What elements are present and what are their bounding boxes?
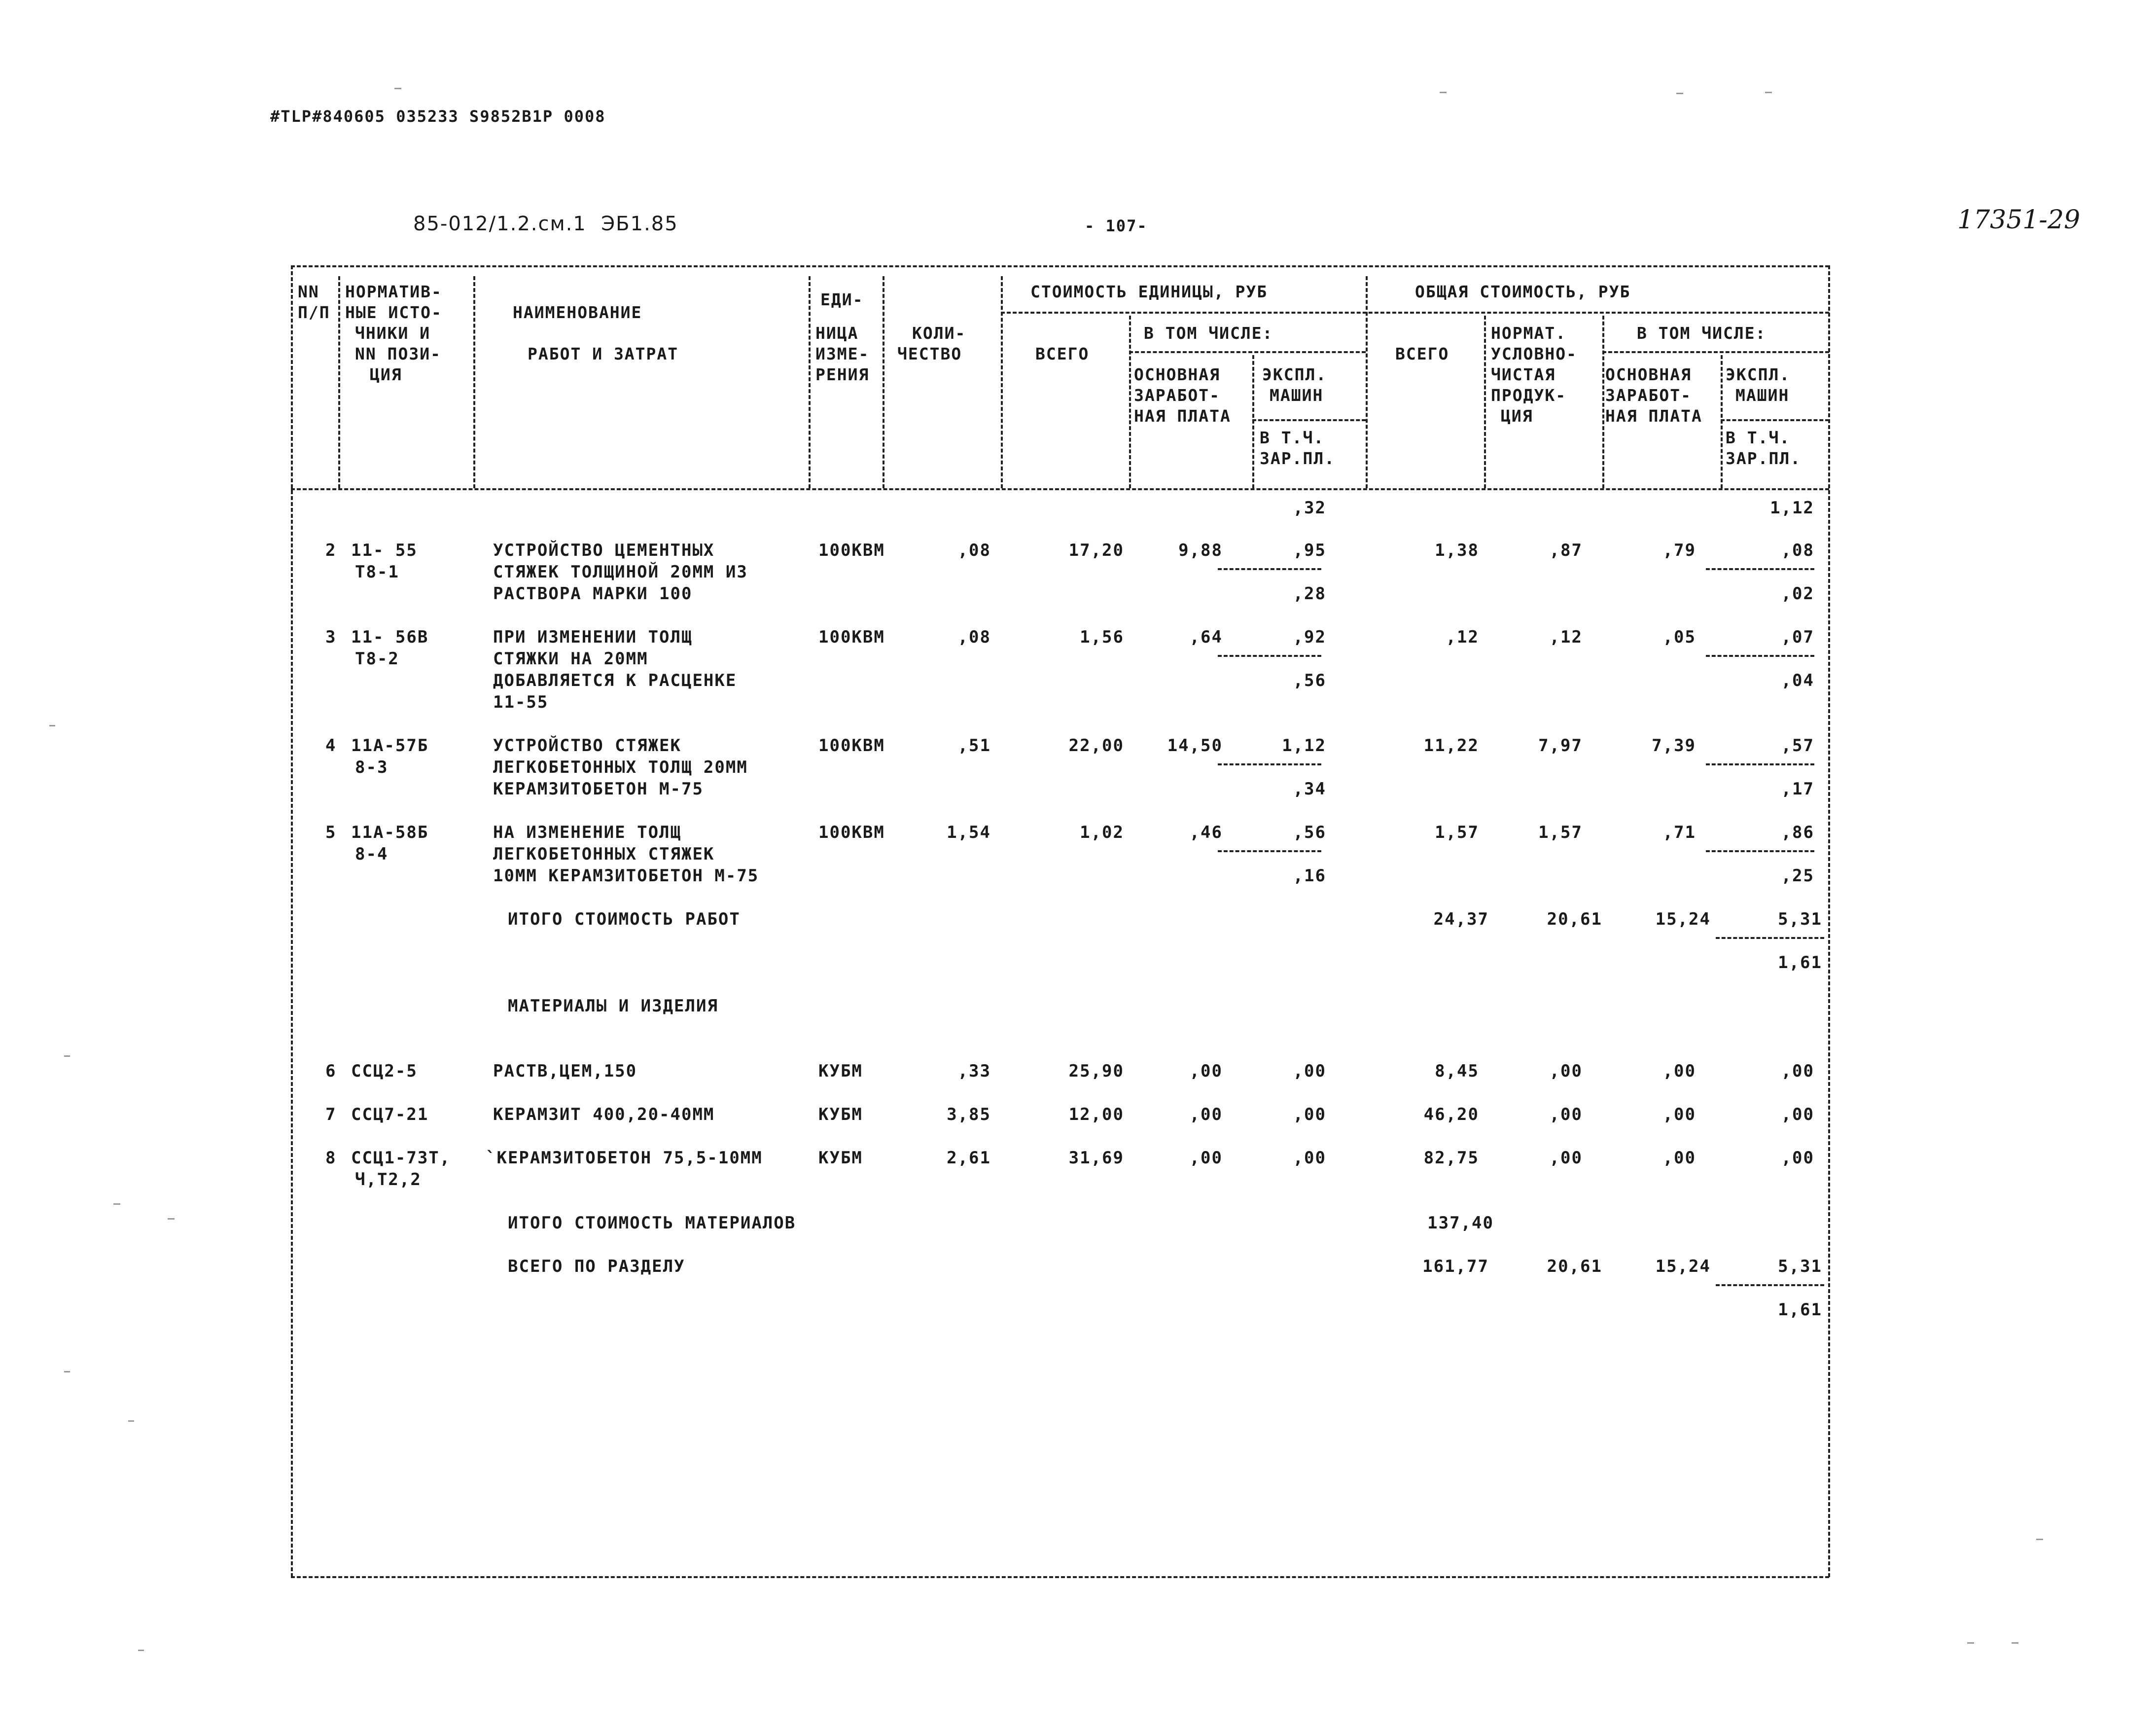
document-code: #TLP#840605 035233 S9852B1P 0008	[270, 107, 606, 126]
header-qty: КОЛИ-	[912, 324, 966, 343]
header-pp: П/П	[298, 303, 330, 322]
row-unit-basic-wage: ,46	[1189, 823, 1223, 842]
section-total-net-product: 20,61	[1547, 1257, 1602, 1276]
materials-total-all: 137,40	[1427, 1213, 1494, 1233]
row-unit: 100КВМ	[818, 736, 885, 756]
row-total-machines: ,08	[1781, 541, 1814, 560]
row-name: ПРИ ИЗМЕНЕНИИ ТОЛЩ	[493, 627, 693, 647]
row-total-machines-wage: ,04	[1781, 671, 1814, 690]
row-code: 11- 56В	[351, 627, 429, 647]
header-unit-cost: СТОИМОСТЬ ЕДИНИЦЫ, РУБ	[1030, 282, 1268, 301]
row-name: СТЯЖКИ НА 20ММ	[493, 649, 648, 669]
header-normativ: ЧНИКИ И	[355, 324, 431, 343]
row-unit-basic-wage: ,00	[1189, 1148, 1223, 1168]
row-unit-all: 17,20	[1068, 541, 1124, 560]
section-total-machines-wage: 1,61	[1778, 1300, 1822, 1320]
row-total-all: 1,38	[1435, 541, 1479, 560]
row-total-basic-wage: ,05	[1662, 627, 1696, 647]
row-net-product: ,12	[1549, 627, 1583, 647]
row-qty: 2,61	[947, 1148, 991, 1168]
row-total-machines: ,00	[1781, 1061, 1814, 1081]
header-unit-machines: В Т.Ч.	[1260, 428, 1325, 447]
row-total-machines: ,00	[1781, 1148, 1814, 1168]
row-unit: КУБМ	[818, 1148, 863, 1168]
row-code: 11А-58Б	[351, 823, 429, 842]
row-qty: ,51	[957, 736, 991, 756]
header-normativ: NN ПОЗИ-	[355, 344, 441, 363]
section-total-machines: 5,31	[1778, 1257, 1822, 1276]
carry-machines-unit: ,32	[1293, 498, 1326, 518]
row-qty: ,33	[957, 1061, 991, 1081]
header-net-product: УСЛОВНО-	[1491, 344, 1577, 363]
works-total-net-product: 20,61	[1547, 909, 1602, 929]
header-unit-basic-wage: ОСНОВНАЯ	[1134, 365, 1220, 384]
header-unit: ЕДИ-	[820, 290, 864, 309]
row-code: ССЦ7-21	[351, 1105, 429, 1124]
header-normativ: НОРМАТИВ-	[345, 282, 442, 301]
row-code: 8-4	[355, 844, 389, 864]
header-unit-machines: ЗАР.ПЛ.	[1260, 449, 1336, 468]
row-total-basic-wage: ,00	[1662, 1061, 1696, 1081]
header-normativ: ЦИЯ	[370, 365, 402, 384]
row-total-basic-wage: ,00	[1662, 1105, 1696, 1124]
row-name: СТЯЖЕК ТОЛЩИНОЙ 20ММ ИЗ	[493, 562, 748, 582]
header-unit-all: ВСЕГО	[1035, 344, 1090, 363]
works-total-all: 24,37	[1433, 909, 1489, 929]
row-unit: КУБМ	[818, 1105, 863, 1124]
works-total-machines-wage: 1,61	[1778, 953, 1822, 973]
row-name: КЕРАМЗИТОБЕТОН М-75	[493, 779, 704, 799]
row-net-product: 1,57	[1538, 823, 1583, 842]
row-total-machines: ,57	[1781, 736, 1814, 756]
row-unit-all: 12,00	[1068, 1105, 1124, 1124]
row-unit-all: 31,69	[1068, 1148, 1124, 1168]
row-code: ССЦ1-73Т,	[351, 1148, 451, 1168]
header-name: РАБОТ И ЗАТРАТ	[528, 344, 679, 363]
header-nn: NN	[298, 282, 319, 301]
row-number: 5	[325, 823, 337, 842]
row-unit: КУБМ	[818, 1061, 863, 1081]
header-total-machines: В Т.Ч.	[1726, 428, 1791, 447]
row-code: Т8-1	[355, 562, 399, 582]
row-total-all: 82,75	[1423, 1148, 1479, 1168]
header-total-all: ВСЕГО	[1395, 344, 1449, 363]
row-unit-all: 1,02	[1080, 823, 1124, 842]
row-number: 3	[325, 627, 337, 647]
header-unit-machines: ЭКСПЛ.	[1262, 365, 1327, 384]
row-unit-machines: ,92	[1293, 627, 1326, 647]
header-total-cost: ОБЩАЯ СТОИМОСТЬ, РУБ	[1415, 282, 1631, 301]
row-code: ССЦ2-5	[351, 1061, 418, 1081]
row-total-all: 1,57	[1435, 823, 1479, 842]
row-unit-all: 25,90	[1068, 1061, 1124, 1081]
header-including: В ТОМ ЧИСЛЕ:	[1144, 324, 1273, 343]
row-total-machines: ,00	[1781, 1105, 1814, 1124]
works-total-label: ИТОГО СТОИМОСТЬ РАБОТ	[508, 909, 741, 929]
row-code: 11А-57Б	[351, 736, 429, 756]
row-net-product: ,00	[1549, 1105, 1583, 1124]
document-reference: 85-012/1.2.см.1 ЭБ1.85	[413, 213, 678, 235]
row-unit-basic-wage: 9,88	[1178, 541, 1223, 560]
header-unit-basic-wage: ЗАРАБОТ-	[1134, 386, 1220, 405]
row-unit-basic-wage: ,00	[1189, 1061, 1223, 1081]
row-code: Ч,Т2,2	[355, 1170, 422, 1189]
row-unit-all: 22,00	[1068, 736, 1124, 756]
row-unit-machines: ,00	[1293, 1061, 1326, 1081]
row-unit-machines: ,56	[1293, 823, 1326, 842]
row-qty: ,08	[957, 627, 991, 647]
row-net-product: ,00	[1549, 1148, 1583, 1168]
row-unit-machines-wage: ,56	[1293, 671, 1326, 690]
header-net-product: ПРОДУК-	[1491, 386, 1567, 405]
row-total-all: 8,45	[1435, 1061, 1479, 1081]
row-unit: 100КВМ	[818, 823, 885, 842]
works-total-machines: 5,31	[1778, 909, 1822, 929]
materials-total-label: ИТОГО СТОИМОСТЬ МАТЕРИАЛОВ	[508, 1213, 796, 1233]
header-total-machines: МАШИН	[1735, 386, 1790, 405]
row-name: УСТРОЙСТВО СТЯЖЕК	[493, 736, 681, 756]
row-name: ДОБАВЛЯЕТСЯ К РАСЦЕНКЕ	[493, 671, 737, 690]
row-total-machines-wage: ,02	[1781, 584, 1814, 604]
header-unit: РЕНИЯ	[815, 365, 870, 384]
section-total-basic-wage: 15,24	[1655, 1257, 1711, 1276]
row-total-basic-wage: 7,39	[1652, 736, 1696, 756]
row-total-basic-wage: ,79	[1662, 541, 1696, 560]
header-name: НАИМЕНОВАНИЕ	[513, 303, 642, 322]
header-net-product: НОРМАТ.	[1491, 324, 1567, 343]
page-number: - 107-	[1085, 216, 1148, 235]
row-unit-basic-wage: 14,50	[1167, 736, 1223, 756]
header-unit: НИЦА	[815, 324, 859, 343]
row-number: 8	[325, 1148, 337, 1168]
row-unit-machines: 1,12	[1282, 736, 1326, 756]
row-name: 10ММ КЕРАМЗИТОБЕТОН М-75	[493, 866, 759, 886]
row-qty: 3,85	[947, 1105, 991, 1124]
row-total-machines-wage: ,25	[1781, 866, 1814, 886]
section-total-all: 161,77	[1422, 1257, 1489, 1276]
header-total-basic-wage: ЗАРАБОТ-	[1605, 386, 1692, 405]
header-net-product: ЦИЯ	[1501, 406, 1533, 426]
section-total-label: ВСЕГО ПО РАЗДЕЛУ	[508, 1257, 685, 1276]
row-net-product: 7,97	[1538, 736, 1583, 756]
row-name: ЛЕГКОБЕТОННЫХ СТЯЖЕК	[493, 844, 715, 864]
row-name: КЕРАМЗИТ 400,20-40ММ	[493, 1105, 715, 1124]
header-net-product: ЧИСТАЯ	[1491, 365, 1556, 384]
header-unit-basic-wage: НАЯ ПЛАТА	[1134, 406, 1231, 426]
row-number: 4	[325, 736, 337, 756]
row-total-all: 46,20	[1423, 1105, 1479, 1124]
row-unit-all: 1,56	[1080, 627, 1124, 647]
handwritten-note: 17351-29	[1957, 205, 2081, 235]
header-total-machines: ЭКСПЛ.	[1726, 365, 1791, 384]
header-qty: ЧЕСТВО	[897, 344, 962, 363]
row-total-machines: ,07	[1781, 627, 1814, 647]
row-unit-machines-wage: ,16	[1293, 866, 1326, 886]
row-unit-machines: ,95	[1293, 541, 1326, 560]
row-unit-machines: ,00	[1293, 1105, 1326, 1124]
row-name: РАСТВ,ЦЕМ,150	[493, 1061, 637, 1081]
header-unit-machines: МАШИН	[1270, 386, 1324, 405]
row-net-product: ,00	[1549, 1061, 1583, 1081]
works-total-basic-wage: 15,24	[1655, 909, 1711, 929]
header-total-machines: ЗАР.ПЛ.	[1726, 449, 1802, 468]
header-unit: ИЗМЕ-	[815, 344, 870, 363]
row-name: УСТРОЙСТВО ЦЕМЕНТНЫХ	[493, 541, 715, 560]
row-number: 6	[325, 1061, 337, 1081]
row-qty: 1,54	[947, 823, 991, 842]
header-total-basic-wage: НАЯ ПЛАТА	[1605, 406, 1702, 426]
row-unit-basic-wage: ,00	[1189, 1105, 1223, 1124]
row-qty: ,08	[957, 541, 991, 560]
row-number: 7	[325, 1105, 337, 1124]
row-total-all: ,12	[1446, 627, 1479, 647]
row-name: НА ИЗМЕНЕНИЕ ТОЛЩ	[493, 823, 681, 842]
materials-section-title: МАТЕРИАЛЫ И ИЗДЕЛИЯ	[508, 996, 718, 1016]
row-code: 11- 55	[351, 541, 418, 560]
row-total-machines: ,86	[1781, 823, 1814, 842]
row-code: Т8-2	[355, 649, 399, 669]
header-including: В ТОМ ЧИСЛЕ:	[1637, 324, 1767, 343]
row-unit: 100КВМ	[818, 627, 885, 647]
row-name: ЛЕГКОБЕТОННЫХ ТОЛЩ 20ММ	[493, 757, 748, 777]
carry-machines-total: 1,12	[1770, 498, 1814, 518]
row-name: РАСТВОРА МАРКИ 100	[493, 584, 693, 604]
row-unit: 100КВМ	[818, 541, 885, 560]
row-unit-basic-wage: ,64	[1189, 627, 1223, 647]
row-total-basic-wage: ,00	[1662, 1148, 1696, 1168]
header-total-basic-wage: ОСНОВНАЯ	[1605, 365, 1692, 384]
row-total-machines-wage: ,17	[1781, 779, 1814, 799]
row-total-all: 11,22	[1423, 736, 1479, 756]
row-unit-machines-wage: ,34	[1293, 779, 1326, 799]
header-normativ: НЫЕ ИСТО-	[345, 303, 442, 322]
row-total-basic-wage: ,71	[1662, 823, 1696, 842]
row-unit-machines-wage: ,28	[1293, 584, 1326, 604]
row-number: 2	[325, 541, 337, 560]
row-unit-machines: ,00	[1293, 1148, 1326, 1168]
row-name: 11-55	[493, 692, 549, 712]
row-net-product: ,87	[1549, 541, 1583, 560]
row-name: `КЕРАМЗИТОБЕТОН 75,5-10ММ	[486, 1148, 763, 1168]
row-code: 8-3	[355, 757, 389, 777]
